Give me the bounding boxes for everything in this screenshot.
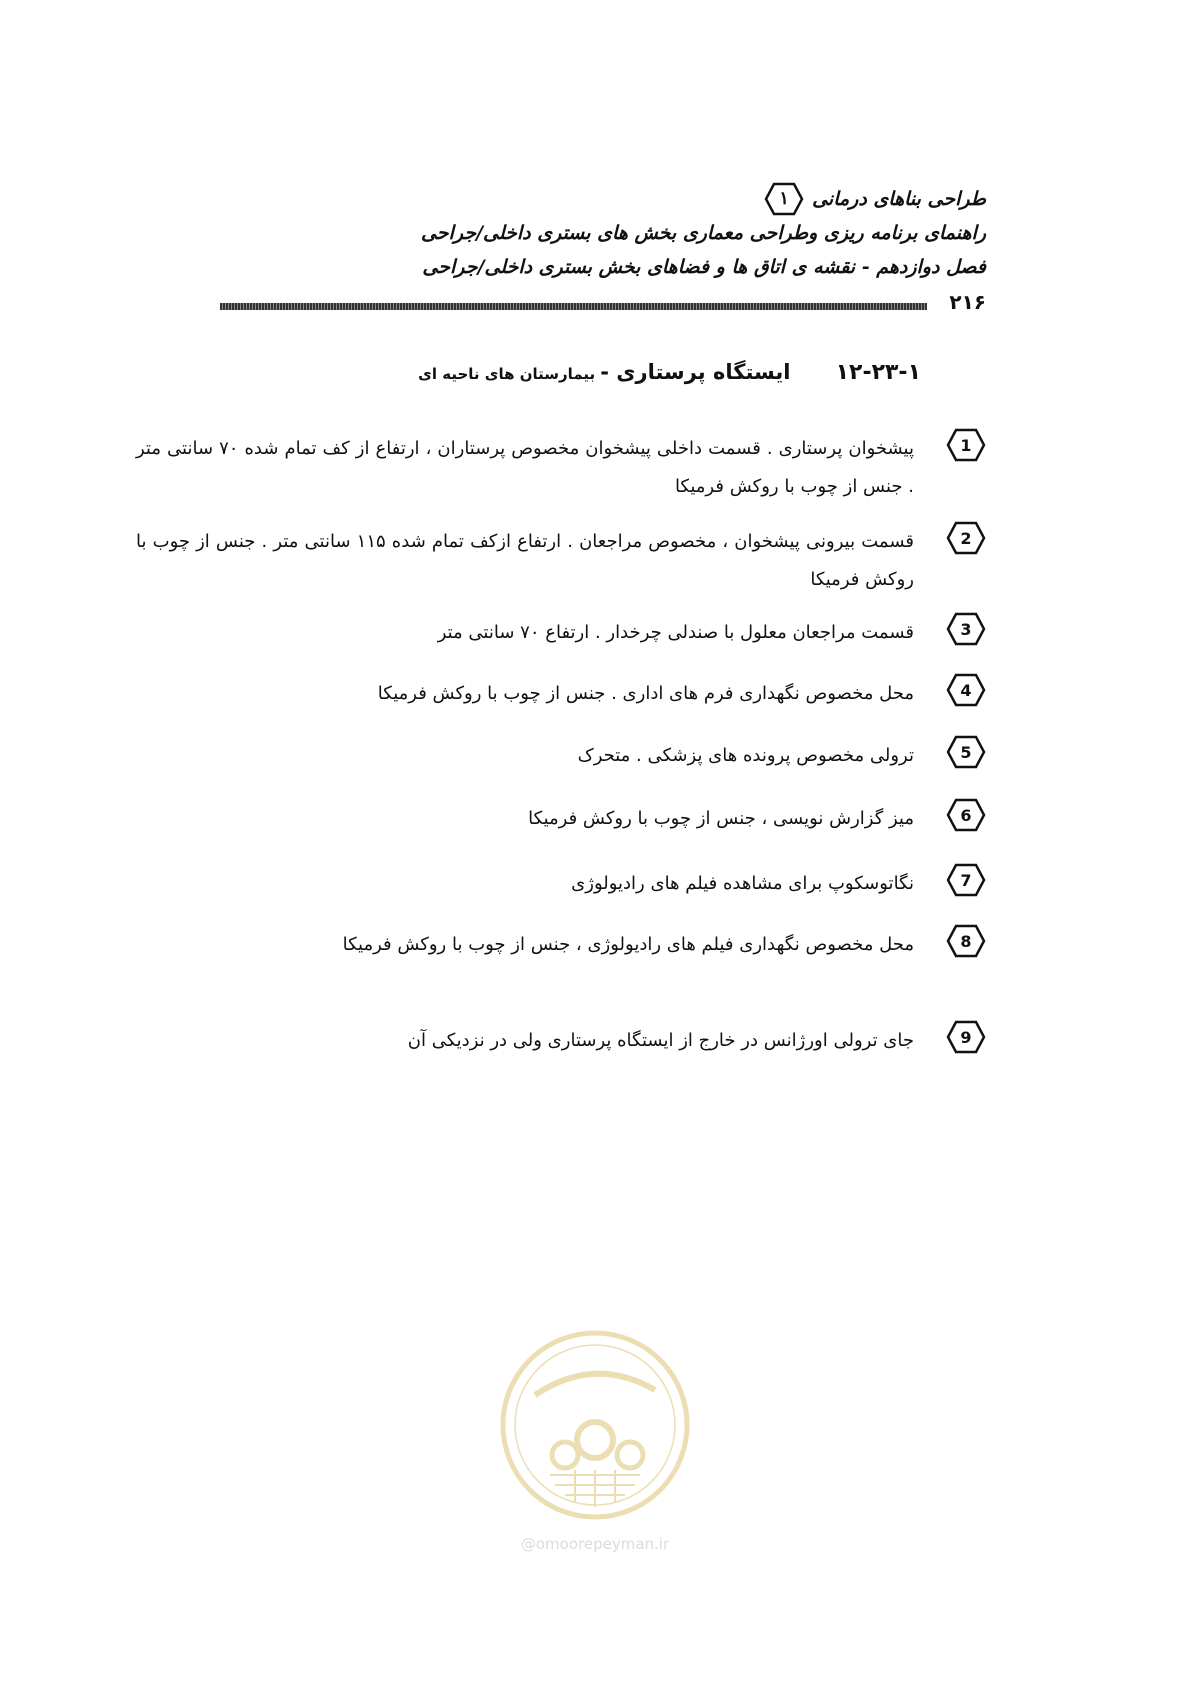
item-text: جای ترولی اورژانس در خارج از ایستگاه پرستاری ولی در نزدیکی آن [407, 1030, 914, 1051]
list-item [136, 865, 986, 903]
list-item [136, 1022, 986, 1060]
item-number-badge [946, 521, 986, 555]
list-item [136, 614, 986, 652]
section-heading [418, 360, 921, 385]
section-subtitle: بیمارستان های ناحیه ای [418, 365, 596, 383]
item-number-badge [946, 1020, 986, 1054]
section-title: ایستگاه پرستاری - [600, 360, 791, 384]
header-subtitle: راهنمای برنامه ریزی وطراحی معماری بخش های بستری داخلی/جراحی [420, 222, 986, 244]
item-text: قسمت مراجعان معلول با صندلی چرخدار . ارتفاع ۷۰ سانتی متر [437, 622, 914, 643]
item-text: قسمت بیرونی پیشخوان ، مخصوص مراجعان . ارتفاع ازکف تمام شده ۱۱۵ سانتی متر . جنس از چوب با روکش فرمیکا [136, 531, 914, 590]
item-number: 5 [960, 742, 972, 762]
header-divider [220, 303, 927, 310]
item-number-badge [946, 863, 986, 897]
item-number: 2 [960, 528, 972, 548]
header-chapter: فصل دوازدهم - نقشه ی اتاق ها و فضاهای بخش بستری داخلی/جراحی [422, 256, 986, 278]
list-item [136, 430, 986, 506]
item-text: ترولی مخصوص پرونده های پزشکی . متحرک [577, 745, 914, 766]
page-header [186, 182, 986, 284]
section-number: ۱۲-۲۳-۱ [835, 360, 921, 385]
item-number-badge [946, 428, 986, 462]
item-number: 6 [960, 805, 972, 825]
watermark-url: @omoorepeyman.ir [520, 1535, 670, 1553]
item-number-badge [946, 924, 986, 958]
book-title: طراحی بناهای درمانی [812, 188, 986, 210]
item-number-badge [946, 673, 986, 707]
list-item [136, 737, 986, 775]
item-number-badge [946, 735, 986, 769]
item-text: میز گزارش نویسی ، جنس از چوب با روکش فرمیکا [528, 808, 914, 829]
page-number: ۲۱۶ [949, 290, 986, 314]
item-number: 1 [960, 435, 972, 455]
volume-number: ۱ [779, 188, 789, 209]
item-text: نگاتوسکوپ برای مشاهده فیلم های رادیولوژی [571, 873, 914, 894]
item-number: 3 [960, 619, 972, 639]
list-item [136, 675, 986, 713]
item-text: پیشخوان پرستاری . قسمت داخلی پیشخوان مخصوص پرستاران ، ارتفاع از کف تمام شده ۷۰ سانتی متر . جنس از چوب با روکش فرمیکا [136, 438, 914, 497]
book-title-line [186, 182, 986, 216]
item-number: 9 [960, 1027, 972, 1047]
list-item [136, 926, 986, 964]
item-number: 8 [960, 931, 972, 951]
volume-badge [764, 182, 804, 216]
item-number: 4 [960, 680, 972, 700]
item-number: 7 [960, 870, 972, 890]
watermark-logo-icon [495, 1325, 695, 1525]
item-number-badge [946, 798, 986, 832]
list-item [136, 523, 986, 599]
item-text: محل مخصوص نگهداری فیلم های رادیولوژی ، جنس از چوب با روکش فرمیکا [342, 934, 914, 955]
list-item [136, 800, 986, 838]
item-text: محل مخصوص نگهداری فرم های اداری . جنس از چوب با روکش فرمیکا [377, 683, 914, 704]
watermark [495, 1325, 695, 1553]
item-number-badge [946, 612, 986, 646]
